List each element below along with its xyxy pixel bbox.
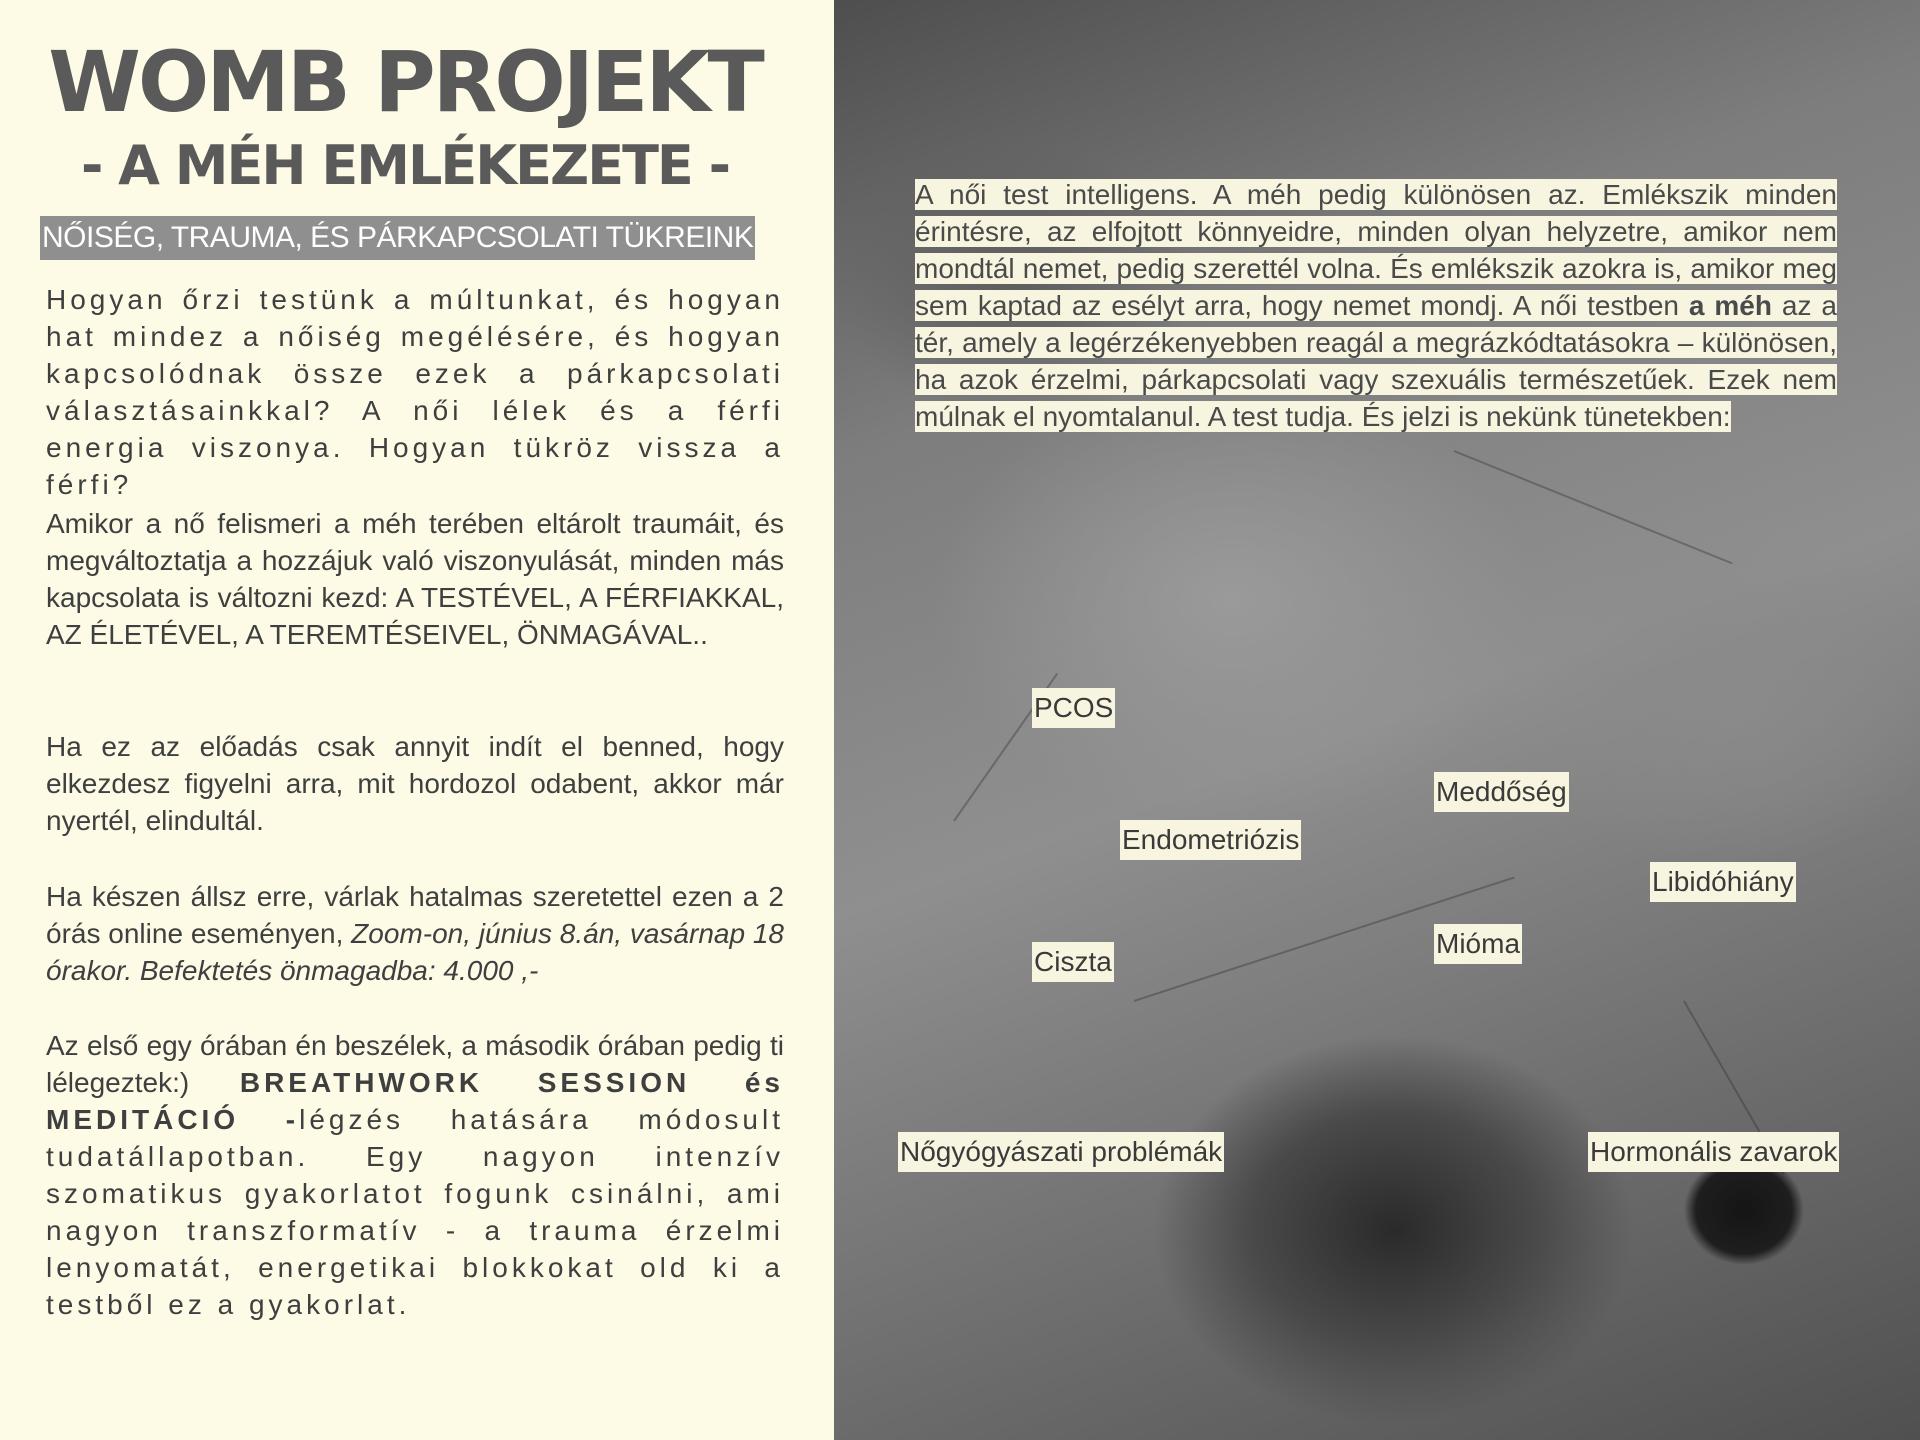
womb-intro-text bbox=[915, 176, 1837, 435]
event-invite-text: Ha készen állsz erre, várlak hatalmas szeretettel ezen a 2 órás online eseményen, bbox=[46, 881, 784, 949]
page-title: WOMB PROJEKT bbox=[48, 33, 762, 131]
session-highlight: BREATHWORK SESSION és MEDITÁCIÓ - bbox=[46, 1067, 785, 1135]
womb-intro-part-2: az a tér, amely a legérzékenyebben reagál a megrázkódtatásokra – különösen, ha azok érzelmi, párkapcsolati vagy szexuális természetűek. Ezek nem múlnak el nyomtalanul. A test tudja. És jelzi is nekünk tünetekben: bbox=[915, 290, 1837, 432]
symptom-tag-endometriozis: Endometriózis bbox=[1120, 820, 1301, 860]
symptom-tag-hormonalis: Hormonális zavarok bbox=[1588, 1132, 1839, 1172]
symptom-tag-libidohiany: Libidóhiány bbox=[1650, 862, 1796, 902]
symptom-tag-meddoseg: Meddőség bbox=[1434, 772, 1569, 812]
paragraph-session bbox=[46, 1027, 784, 1323]
symptom-tag-ciszta: Ciszta bbox=[1032, 942, 1114, 982]
paragraph-start: Ha ez az előadás csak annyit indít el benned, hogy elkezdesz figyelni arra, mit hordozol odabent, akkor már nyertél, elindultál. bbox=[46, 731, 784, 836]
paragraph-event-details bbox=[46, 878, 784, 989]
session-intro-text: Az első egy órában én beszélek, a második órában pedig ti lélegeztek:) bbox=[46, 1030, 784, 1098]
symptom-tag-mioma: Mióma bbox=[1434, 924, 1522, 964]
symptom-tag-nogyogyaszati: Nőgyógyászati problémák bbox=[898, 1132, 1224, 1172]
paragraph-intro: Hogyan őrzi testünk a múltunkat, és hogyan hat mindez a nőiség megélésére, és hogyan kapcsolódnak össze ezek a párkapcsolati választásainkkal? A női lélek és a férfi energia viszonya. Hogyan tükröz vissza a férfi? bbox=[46, 284, 784, 500]
session-description: légzés hatására módosult tudatállapotban. Egy nagyon intenzív szomatikus gyakorlatot fogunk csinálni, ami nagyon transzformatív - a trauma érzelmi lenyomatát, energetikai blokkokat old ki a testből ez a gyakorlat. bbox=[46, 1104, 784, 1320]
photo-panel bbox=[834, 0, 1920, 1440]
womb-intro-bold: a méh bbox=[1688, 290, 1772, 321]
paragraph-recognition: Amikor a nő felismeri a méh terében eltárolt traumáit, és megváltoztatja a hozzájuk való viszonyulását, minden más kapcsolata is változni kezd: A TESTÉVEL, A FÉRFIAKKAL, AZ ÉLETÉVEL, A TEREMTÉSEIVEL, ÖNMAGÁVAL.. bbox=[46, 508, 784, 650]
womb-intro-part-1: A női test intelligens. A méh pedig különösen az. Emlékszik minden érintésre, az elfojtott könnyeidre, minden olyan helyzetre, amikor nem mondtál nemet, pedig szerettél volna. És emlékszik azokra is, amikor meg sem kaptad az esélyt arra, hogy nemet mondj. A női testben bbox=[915, 179, 1837, 321]
symptom-tag-pcos: PCOS bbox=[1032, 688, 1115, 728]
left-panel bbox=[0, 0, 834, 1440]
rock-texture-line bbox=[1454, 450, 1733, 564]
topic-banner: NŐISÉG, TRAUMA, ÉS PÁRKAPCSOLATI TÜKREINK bbox=[40, 216, 755, 260]
page-subtitle: - A MÉH EMLÉKEZETE - bbox=[80, 134, 730, 197]
event-date-price: Zoom-on, június 8.án, vasárnap 18 órakor. Befektetés önmagadba: 4.000 ,- bbox=[46, 918, 784, 986]
